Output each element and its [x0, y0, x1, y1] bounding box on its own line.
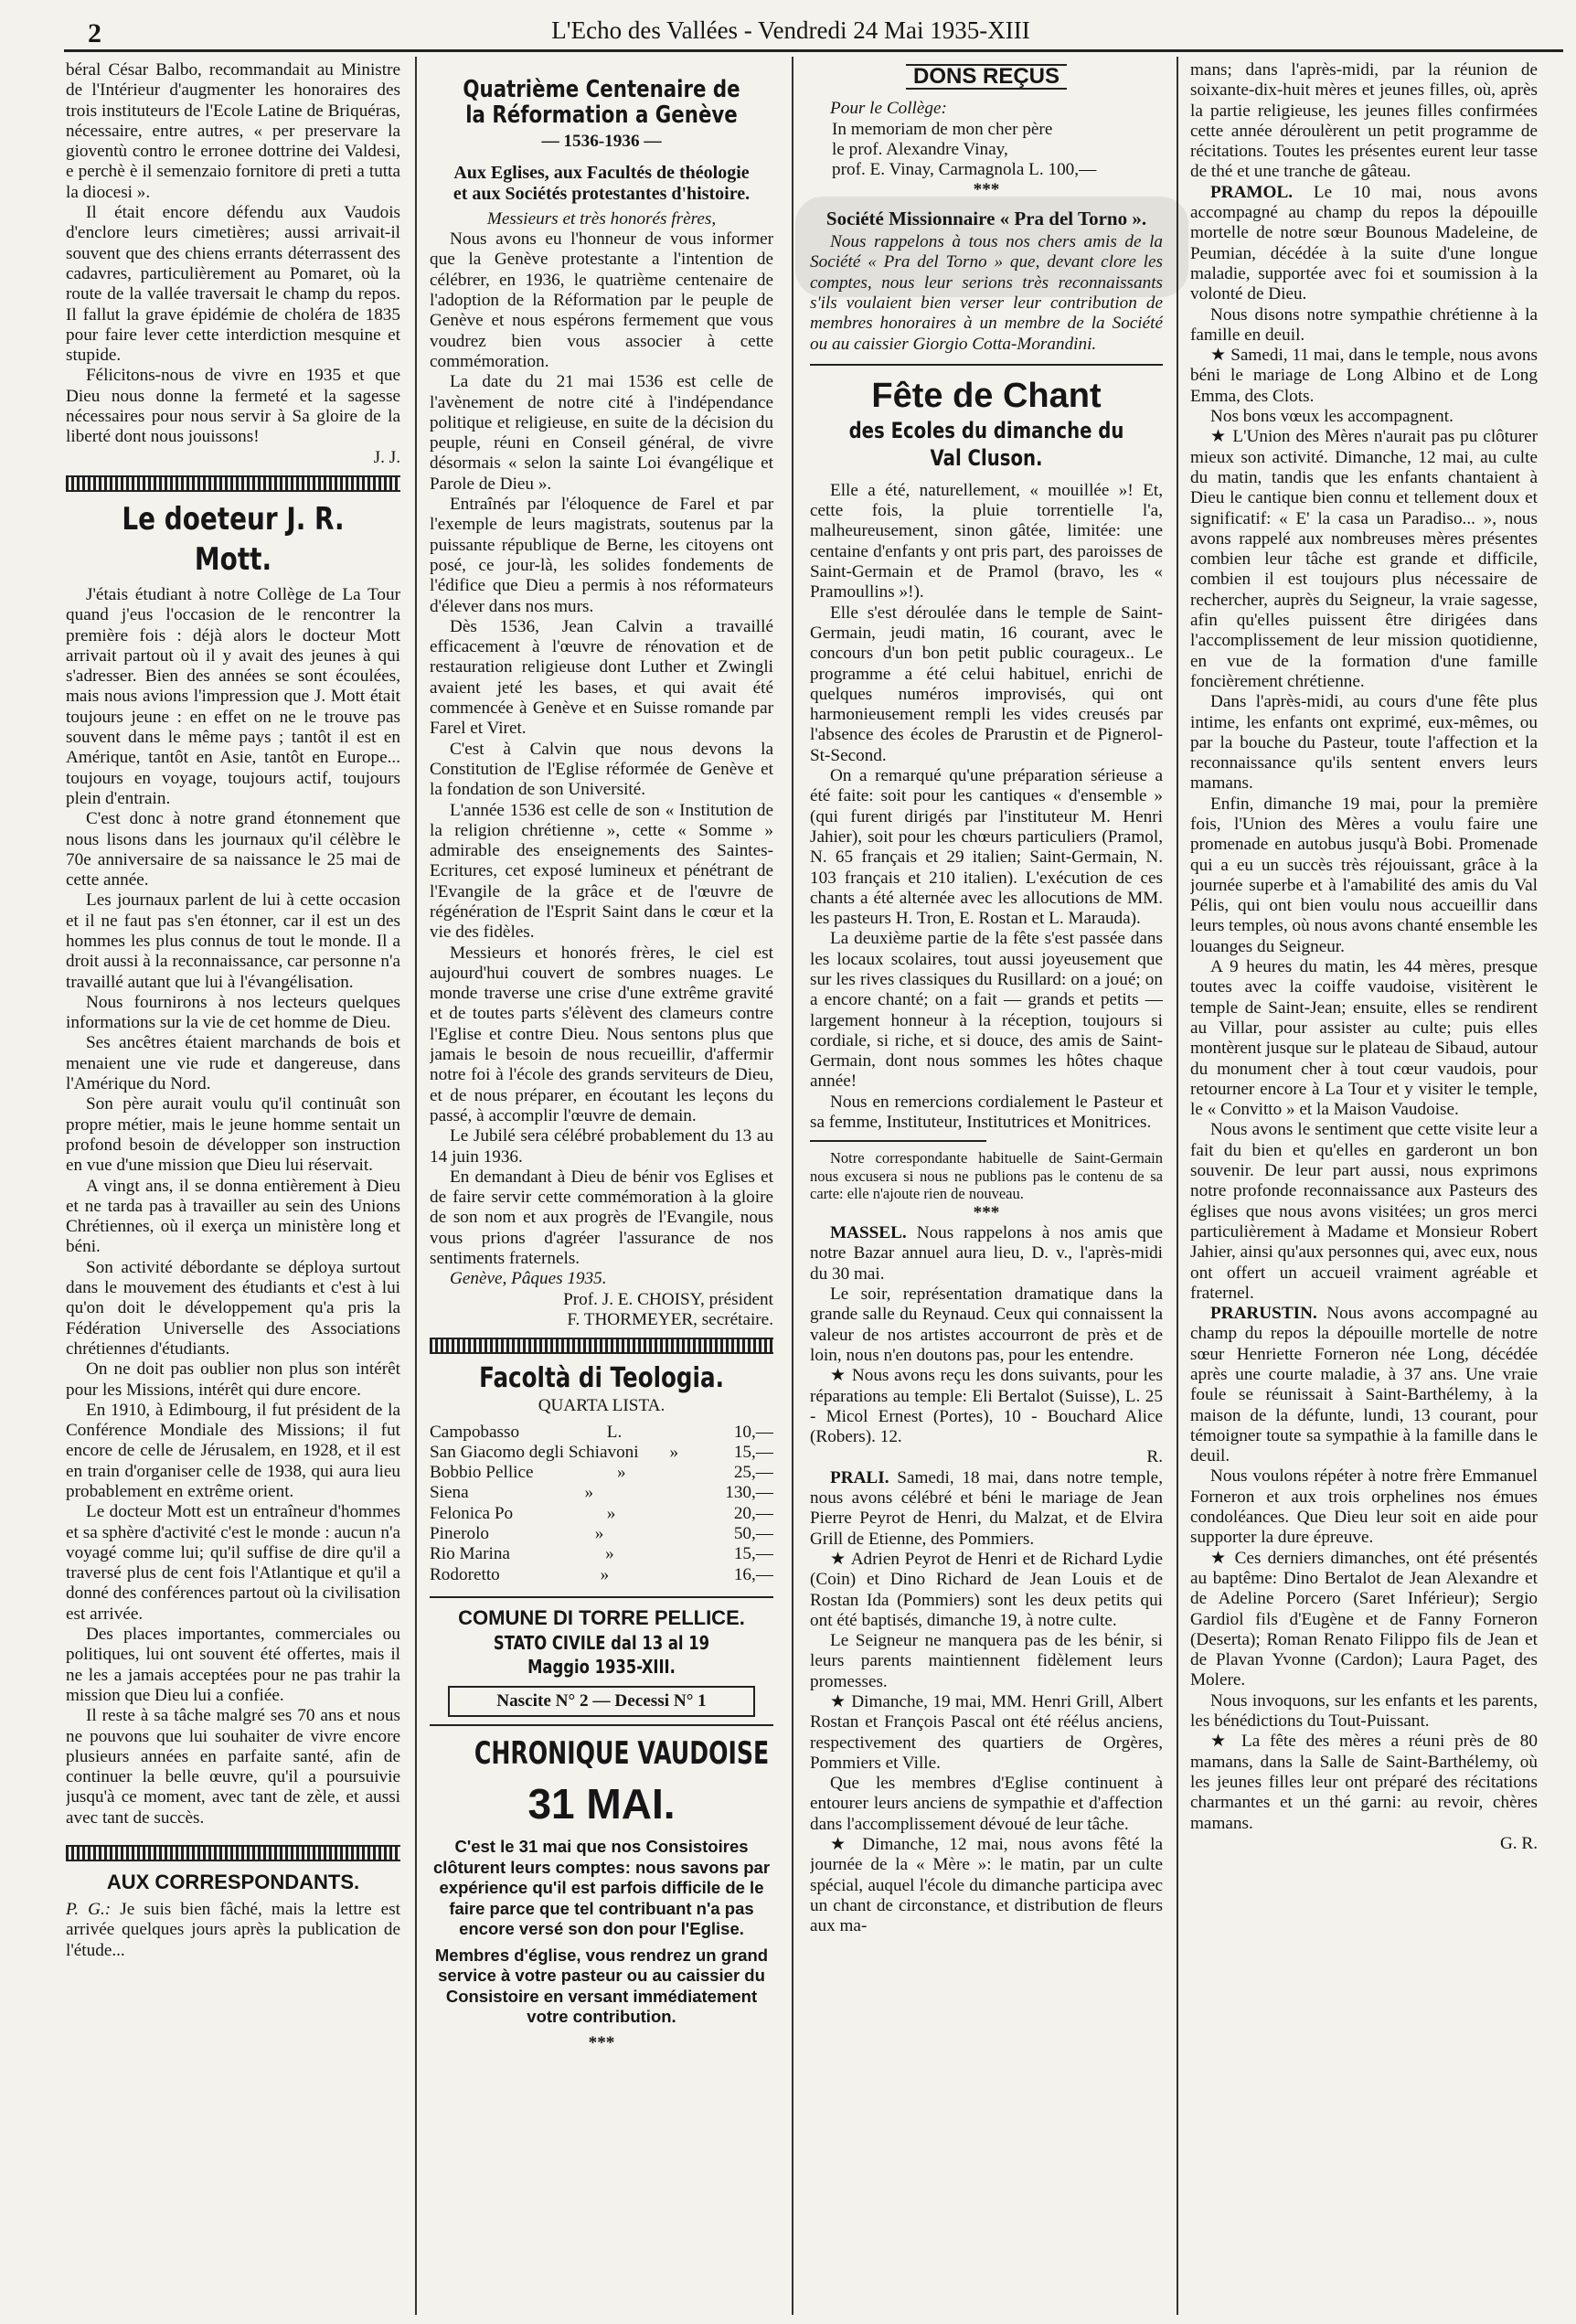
article-paragraph: Entraînés par l'éloquence de Farel et par l'exemple de leurs magistrats, soutenus par la puissante république de Berne, les citoyens ont posé, ce jour-là, les solides fondements de l'édifice que Dieu a permis à nos réformateurs d'élever dans nos murs.	[430, 495, 773, 616]
list-mark: »	[616, 1463, 626, 1483]
article-salutation: Messieurs et très honorés frères,	[486, 208, 717, 229]
article-title: Fête de Chant	[871, 376, 1102, 415]
article-paragraph: C'est à Calvin que nous devons la Constitution de l'Eglise réformée de Genève et la fondation de son Université.	[430, 739, 773, 800]
news-paragraph: Nos bons vœux les accompagnent.	[1210, 407, 1454, 427]
article-paragraph: C'est donc à notre grand étonnement que nous lisons dans les journaux qu'il célèbre le 70e anniversaire de sa naissance le 25 mai de cette année.	[66, 809, 400, 890]
article-paragraph: Les journaux parlent de lui à cette occasion et il ne faut pas s'en étonner, car il est un des hommes les plus connus de tout le monde. Il a droit aussi à la reconnaissance, car personne n'a travaillé autant que lui à l'évangélisation.	[66, 890, 400, 992]
ornamental-divider	[66, 1845, 400, 1861]
news-paragraph: Enfin, dimanche 19 mai, pour la première fois, l'Union des Mères a voulu faire une promenade en autobus jusqu'à Bobi. Promenade qui a eu un succès très réjouissant, grâce à la journée superbe et à l'amabilité des amis du Val Pélis, qui ont bien voulu nous accueillir dans leurs temples, où nous avons chanté ensemble les louanges du Seigneur.	[1190, 794, 1538, 956]
news-text: Le 10 mai, nous avons accompagné au champ du repos la dépouille mortelle de notre sœur Bounous Madeleine, de Peumian, décédée à la suite d'une longue maladie, supportée avec foi et soumission à la volonté de Dieu.	[1190, 182, 1538, 304]
column-divider	[415, 57, 417, 2315]
article-paragraph: Des places importantes, commerciales ou politiques, lui ont souvent été offertes, mais il ne les a jamais acceptées pour ne pas trahir la mission que Dieu lui a confiée.	[66, 1625, 400, 1705]
news-paragraph: A 9 heures du matin, les 44 mères, presque toutes avec la coiffe vaudoise, visitèrent le temple de Saint-Jean; ensuite, elles se rendirent au Villar, pour assister au culte; puis elles montèrent jusque sur le plateau de Sibaud, autour du monument cher à tout cœur vaudois, pour retourner encore à La Tour et y visiter le temple, le « Convitto » et la Maison Vaudoise.	[1190, 957, 1538, 1120]
section-subtitle: STATO CIVILE dal 13 al 19 Maggio 1935-XIII.	[493, 1631, 710, 1678]
list-amount: 50,—	[733, 1524, 773, 1543]
dons-subtitle: Pour le Collège:	[830, 99, 947, 119]
list-mark: »	[606, 1503, 616, 1523]
article-signature: R.	[1146, 1447, 1163, 1467]
column-3	[810, 60, 1163, 2309]
news-paragraph: Le Seigneur ne manquera pas de les bénir, si leurs parents maintiennent fidèlement leurs promesses.	[810, 1631, 1163, 1691]
list-mark: »	[584, 1483, 594, 1503]
list-place: Bobbio Pellice	[430, 1463, 534, 1483]
news-text: Nous avons accompagné au champ du repos la dépouille mortelle de notre sœur Henriette Forneron née Long, décédée après une courte maladie, à 37 ans. Une vraie foule se réunissait à Saint-Barthélemy, à la maison de la défunte, lundi, 13 courant, pour témoigner toute sa sympathie à la famille dans le deuil.	[1190, 1304, 1538, 1466]
locality-label: PRAMOL.	[1210, 182, 1294, 202]
correspondent-note	[66, 1900, 400, 1961]
news-paragraph	[810, 1468, 1163, 1550]
list-item	[430, 1565, 773, 1585]
article-signature: G. R.	[1499, 1833, 1538, 1853]
news-paragraph: ★ Dimanche, 19 mai, MM. Henri Grill, Albert Rostan et François Pascal ont été réélus anciens, respectivement des quartiers de Orgères, Pommiers et Ville.	[810, 1691, 1163, 1773]
civil-status-box: Nascite N° 2 — Decessi N° 1	[448, 1686, 755, 1717]
section-divider	[430, 1724, 773, 1726]
article-paragraph: Il reste à sa tâche malgré ses 70 ans et nous ne pouvons que lui souhaiter de vivre encore plusieurs années en parfaite santé, afin de continuer la belle œuvre, qu'il a poursuivie jusqu'à ce moment, avec tant de zèle, et aussi avec tant de succès.	[66, 1706, 400, 1828]
article-paragraph: Le Jubilé sera célébré probablement du 13 au 14 juin 1936.	[430, 1126, 773, 1167]
column-2	[430, 60, 773, 2309]
article-title: Quatrième Centenaire de la Réformation a Genève	[463, 76, 740, 129]
list-amount: 130,—	[725, 1483, 773, 1503]
article-signature: Prof. J. E. CHOISY, président	[563, 1289, 773, 1309]
news-paragraph: mans; dans l'après-midi, par la réunion de soixante-dix-huit mères et jeunes filles, où, après la partie religieuse, les jeunes filles confirmées cette année déroulèrent un petit programme de récitations. Toutes les présentes eurent leur tasse de thé et une tranche de gâteau.	[1190, 60, 1538, 182]
list-item	[430, 1463, 773, 1483]
column-4	[1190, 60, 1538, 2309]
article-paragraph: On a remarqué qu'une préparation sérieuse a été faite: soit pour les cantiques « d'ensemble » (qui furent dirigés par l'instituteur M. Henri Jahier), soit pour les chœurs particuliers (Pramol, N. 65 français et 29 italien; Saint-Germain, N. 103 français et 210 italien). L'exécution de ces chants a été alternée avec les allocutions de MM. les pasteurs H. Tron, E. Rostan et L. Marauda).	[810, 766, 1163, 929]
list-item	[430, 1423, 773, 1443]
article-paragraph: Elle a été, naturellement, « mouillée »! Et, cette fois, la pluie torrentielle l'a, malheureusement, sinon gâtée, limitée: une centaine d'enfants y ont pris part, des paroisses de Saint-Germain et de Pramol (bravo, les « Pramoullins »!).	[810, 480, 1163, 602]
news-paragraph	[810, 1223, 1163, 1285]
article-paragraph: Son père aurait voulu qu'il continuât son propre métier, mais le jeune homme sentait un profond besoin de développer son instruction en vue d'une mission que Dieu lui réservait.	[66, 1094, 400, 1176]
list-place: Siena	[430, 1483, 469, 1503]
list-mark: L.	[606, 1422, 623, 1442]
article-paragraph: Nous rappelons à tous nos chers amis de la Société « Pra del Torno » que, devant clore les comptes, nous leur serions très reconnaissants s'ils voulaient bien verser leur contribution de membres honoraires à un membre de la Société ou au caissier Giorgio Cotta-Morandini.	[810, 232, 1163, 354]
section-title: Société Missionnaire « Pra del Torno ».	[825, 207, 1147, 229]
notice-paragraph: Membres d'église, vous rendrez un grand service à votre pasteur ou au caissier du Consistoire en versant immédiatement votre contribution.	[434, 1945, 769, 2027]
article-paragraph: La deuxième partie de la fête s'est passée dans les locaux scolaires, tout aussi joyeusement que sur les rives classiques du Rusillard: on a joué; on a encore chanté; on a fait — grands et petits — largement honneur à la réception, toujours si cordiale, si riche, et si douce, des amis de Saint-Germain, dont nous sommes les hôtes chaque année!	[810, 929, 1163, 1092]
separator-stars: ***	[973, 180, 1000, 200]
list-place: Rodoretto	[430, 1564, 500, 1584]
news-paragraph: ★ Adrien Peyrot de Henri et de Richard Lydie (Coin) et Dino Richard de Jean Louis et de Rostan Ida (Pommiers) sont les deux petits qui ont été baptisés, dimanche 19, à notre culte.	[810, 1549, 1163, 1630]
article-address: Aux Eglises, aux Facultés de théologie	[453, 163, 750, 184]
list-mark: »	[594, 1524, 604, 1543]
article-paragraph: Nous fournirons à nos lecteurs quelques informations sur la vie de cet homme de Dieu.	[66, 992, 400, 1033]
page-header	[37, 13, 1545, 48]
article-paragraph: Messieurs et honorés frères, le ciel est aujourd'hui couvert de sombres nuages. Le monde traverse une crise d'une extrême gravité et de toutes parts s'élèvent des clameurs contre l'Eglise et contre Dieu. Nous sentons plus que jamais le besoin de nous recueillir, d'affermir notre foi à l'école des grands serviteurs de Dieu, et de nous préparer, en écoutant les leçons du passé, à accomplir l'œuvre de demain.	[430, 943, 773, 1125]
list-place: Felonica Po	[430, 1503, 514, 1523]
list-amount: 10,—	[733, 1422, 773, 1442]
locality-label: MASSEL.	[830, 1223, 907, 1243]
list-amount: 15,—	[733, 1442, 773, 1462]
section-title: AUX CORRESPONDANTS.	[106, 1871, 360, 1894]
locality-label: PRARUSTIN.	[1210, 1304, 1317, 1324]
list-item	[430, 1504, 773, 1524]
news-paragraph: ★ Samedi, 11 mai, dans le temple, nous avons béni le mariage de Long Albino et de Long Emma, des Clots.	[1190, 346, 1538, 406]
article-paragraph: Il était encore défendu aux Vaudois d'enclore leurs cimetières; aussi arrivait-il souvent que des chiens errants déterrassent des cadavres, particulièrement au Pomaret, où la route de la vallée traversait le champ du repos. Il fallut la grave épidémie de choléra de 1835 pour faire lever cette interdiction mesquine et stupide.	[66, 203, 400, 366]
section-subtitle: QUARTA LISTA.	[538, 1396, 666, 1416]
column-divider	[792, 57, 793, 2315]
article-paragraph: Ses ancêtres étaient marchands de bois et menaient une vie rude et dangereuse, dans l'Amérique du Nord.	[66, 1033, 400, 1094]
short-divider	[810, 1140, 986, 1142]
news-paragraph: ★ La fête des mères a réuni près de 80 mamans, dans la Salle de Saint-Barthélemy, où les jeunes filles leur ont préparé des récitations charmantes et un thé garni: au revoir, chères mamans.	[1190, 1732, 1538, 1833]
list-amount: 20,—	[733, 1503, 773, 1523]
correspondent-text: Je suis bien fâché, mais la lettre est arrivée quelques jours après la publication de l'étude...	[66, 1900, 400, 1960]
header-rule	[64, 49, 1563, 52]
list-item	[430, 1443, 773, 1463]
news-text: Samedi, 18 mai, dans notre temple, nous avons célébré et béni le mariage de Jean Pierre Peyrot de Henri, du Malzat, et de Elvira Grill de Etienne, des Pommiers.	[810, 1467, 1163, 1549]
article-paragraph: Son activité débordante se déploya surtout dans le mouvement des étudiants et c'est à lui qu'on doit le développement qu'a pris la Fédération Universelle des Associations chrétiennes d'étudiants.	[66, 1257, 400, 1359]
ornamental-divider	[66, 475, 400, 492]
news-paragraph: Nous voulons répéter à notre frère Emmanuel Forneron et aux trois orphelines nos émues condoléances. Que Dieu leur soit en aide pour supporter la dure épreuve.	[1190, 1466, 1538, 1548]
article-paragraph: Le docteur Mott est un entraîneur d'hommes et sa sphère d'activité c'est le monde : aucun n'a voyagé comme lui; qu'il suffise de dire qu'il a traversé plus de cent fois l'Atlantique et qu'il a donné des conférences partout où la civilisation est arrivée.	[66, 1502, 400, 1624]
section-divider	[810, 364, 1163, 366]
notice-paragraph: C'est le 31 mai que nos Consistoires clôturent leurs comptes: nous savons par expérience qu'il est parfois difficile de le faire parce que tel contribuant n'a pas encore versé son don pour l'Eglise.	[432, 1837, 771, 1939]
news-paragraph: Le soir, représentation dramatique dans la grande salle du Reynaud. Ceux qui connaissent la valeur de nos artistes accourront de près et de loin, nous n'en doutons pas, pour les entendre.	[810, 1285, 1163, 1365]
donation-line: In memoriam de mon cher père	[832, 119, 1053, 139]
article-paragraph: Dès 1536, Jean Calvin a travaillé efficacement à l'œuvre de rénovation et de restauration religieuse dont Luther et Zwingli avaient jeté les bases, et qui avait été commencée à Genève et en Suisse romande par Farel et Viret.	[430, 616, 773, 739]
separator-stars: ***	[588, 2032, 615, 2052]
article-signature: F. THORMEYER, secrétaire.	[567, 1309, 773, 1329]
section-title: COMUNE DI TORRE PELLICE.	[458, 1605, 745, 1629]
news-paragraph: Nous invoquons, sur les enfants et les parents, les bénédictions du Tout-Puissant.	[1190, 1690, 1538, 1732]
article-paragraph: En 1910, à Edimbourg, il fut président de la Conférence Mondiale des Missions; il fut encore de celle de Jérusalem, en 1928, et il est en train d'organiser celle de 1938, qui aura lieu probablement en extrême orient.	[66, 1400, 400, 1501]
article-paragraph: Elle s'est déroulée dans le temple de Saint-Germain, jeudi matin, 16 courant, avec le concours d'un bon petit public courageux.. Le programme a été celui habituel, enrichi de quelques numéros improvisés, qui ont harmonieusement rempli les vides creusés par l'absence des écoles de Prarustin et de Pignerol-St-Second.	[810, 602, 1163, 765]
list-item	[430, 1483, 773, 1503]
article-paragraph: J'étais étudiant à notre Collège de La Tour quand j'eus l'occasion de le rencontrer la première fois : déjà alors le docteur Mott arrivait partout où il y avait des jeunes à qui s'adresser. Bien des années se sont écoulées, mais nous avions l'impression que J. Mott était toujours jeune : en effet on ne le trouve pas souvent dans le même pays ; tantôt il est en Amérique, tantôt en Asie, tantôt en Europe... toujours en voyage, toujours actif, toujours plein d'entrain.	[66, 584, 400, 808]
donation-line: prof. E. Vinay, Carmagnola L. 100,—	[832, 160, 1097, 180]
list-mark: »	[669, 1442, 679, 1462]
list-item	[430, 1524, 773, 1544]
news-paragraph: Nous disons notre sympathie chrétienne à la famille en deuil.	[1190, 304, 1538, 345]
article-paragraph: On ne doit pas oublier non plus son intérêt pour les Missions, intérêt qui dure encore.	[66, 1359, 400, 1400]
news-paragraph	[1190, 1304, 1538, 1466]
list-place: San Giacomo degli Schiavoni	[430, 1442, 639, 1462]
list-item	[430, 1544, 773, 1564]
section-title: DONS REÇUS	[906, 64, 1067, 90]
news-paragraph: Dans l'après-midi, au cours d'une fête plus intime, les enfants ont exprimé, eux-mêmes, ou par la bouche du Pasteur, toute l'affection et la reconnaissance qu'ils sentent envers leurs mamans.	[1190, 692, 1538, 794]
article-years: — 1536-1936 —	[541, 132, 662, 151]
news-paragraph: ★ Nous avons reçu les dons suivants, pour les réparations au temple: Eli Bertalot (Suisse), L. 25 - Micol Ernest (Portes), 10 - Bouchard Alice (Robers). 12.	[810, 1366, 1163, 1447]
article-paragraph: En demandant à Dieu de bénir vos Eglises et de faire servir cette commémoration à la gloire de son nom et aux progrès de l'Evangile, nous vous prions d'agréer l'assurance de nos sentiments fraternels.	[430, 1167, 773, 1269]
news-paragraph: ★ Ces derniers dimanches, ont été présentés au baptême: Dino Bertalot de Jean Alexandre et de Adeline Porcero (Saret Inférieur); Sergio Gardiol fils d'Eugène et de Fanny Forneron (Deserta); Roman Renato Filippo fils de Jean et de Plavan Yvonne (Cardon); Laura Paget, des Molere.	[1190, 1548, 1538, 1690]
article-signature: J. J.	[373, 447, 400, 467]
article-subtitle: des Ecoles du dimanche du Val Cluson.	[848, 417, 1124, 471]
news-paragraph: ★ L'Union des Mères n'aurait pas pu clôturer mieux son activité. Dimanche, 12 mai, au culte du matin, tandis que les enfants chantaient à Dieu le cantique bien connu et tellement doux et significatif: « E' la casa un Paradiso... », nous avons rappelé aux nombreuses mères présentes combien leur tâche est grande et difficile, combien il est toujours plus nécessaire de rechercher, auprès du Seigneur, la vraie sagesse, afin qu'elles puissent être dirigées dans l'accomplissement de leur mission quotidienne, en vue de la formation d'une famille foncièrement chrétienne.	[1190, 427, 1538, 691]
news-text: Nous rappelons à nos amis que notre Bazar annuel aura lieu, D. v., l'après-midi du 30 mai.	[810, 1223, 1163, 1284]
list-place: Rio Marina	[430, 1544, 510, 1564]
list-place: Pinerolo	[430, 1524, 490, 1543]
article-address: et aux Sociétés protestantes d'histoire.	[453, 183, 751, 204]
column-1	[66, 60, 400, 2309]
column-divider	[1177, 57, 1178, 2315]
news-paragraph: ★ Dimanche, 12 mai, nous avons fêté la journée de la « Mère »: le matin, par un culte spécial, auquel l'école du dimanche participa avec un chant de circonstance, et distribution de fleurs aux ma-	[810, 1835, 1163, 1936]
donation-line: le prof. Alexandre Vinay,	[832, 139, 1008, 159]
article-paragraph: Nous avons eu l'honneur de vous informer que la Genève protestante a l'intention de célébrer, en 1936, le quatrième centenaire de l'adoption de la Réformation par le peuple de Genève et nous espérons fermement que vous voudrez bien vous associer à cette commémoration.	[430, 229, 773, 371]
dons-title-wrap	[810, 64, 1163, 90]
news-paragraph: Nous avons le sentiment que cette visite leur a fait du bien et qu'elles en garderont un bon souvenir. De leur part aussi, nous exprimons notre profonde reconnaissance aux Pasteurs des églises que nous avons visitées; un gros merci particulièrement à Madame et Monsieur Robert Jahier, ainsi qu'aux personnes qui, avec eux, nous ont offert un accueil vraiment agréable et fraternel.	[1190, 1120, 1538, 1303]
article-place-date: Genève, Pâques 1935.	[450, 1269, 607, 1289]
section-banner: CHRONIQUE VAUDOISE	[474, 1735, 770, 1773]
article-paragraph: béral César Balbo, recommandait au Ministre de l'Intérieur d'augmenter les honoraires des trois instituteurs de l'Ecole Latine de Briquéras, nécessaire, entre autres, « per preservare la gioventù contro le erronee dottrine dei Valdesi, e perchè è il semenzaio fornitore di preti a tutta la diocesi ».	[66, 60, 400, 202]
list-amount: 25,—	[733, 1463, 773, 1483]
ornamental-divider	[430, 1338, 773, 1354]
article-paragraph: La date du 21 mai 1536 est celle de l'avènement de notre cité à l'indépendance politique et religieuse, en suite de la décision du peuple, réuni en Conseil général, de vivre désormais « selon la sainte Loi évangélique et Parole de Dieu ».	[430, 372, 773, 494]
masthead-title: L'Echo des Vallées - Vendredi 24 Mai 1935-XIII	[551, 16, 1030, 44]
separator-stars: ***	[973, 1202, 1000, 1222]
article-title: Le doeteur J. R. Mott.	[122, 500, 345, 578]
locality-label: PRALI.	[830, 1467, 889, 1487]
article-paragraph: L'année 1536 est celle de son « Institution de la religion chrétienne », cette « Somme » admirable des enseignements des Saintes-Ecritures, cet exposé lumineux et pénétrant de l'Evangile de la grâce et de l'œuvre de régénération de l'Esprit Saint dans le cœur et la vie des fidèles.	[430, 800, 773, 943]
news-paragraph: Que les membres d'Eglise continuent à entourer leurs anciens de sympathie et d'affection dans l'accomplissement dévoué de leur tâche.	[810, 1774, 1163, 1834]
article-paragraph: Nous en remercions cordialement le Pasteur et sa femme, Instituteur, Institutrices et Monitrices.	[810, 1092, 1163, 1133]
article-paragraph: Félicitons-nous de vivre en 1935 et que Dieu nous donne la fermeté et la sagesse nécessaires pour nous servir à Sa gloire de la liberté dont nous jouissons!	[66, 366, 400, 447]
article-paragraph: A vingt ans, il se donna entièrement à Dieu et ne tarda pas à travailler au sein des Unions Chrétiennes, où il exerça un ministère long et béni.	[66, 1176, 400, 1257]
list-mark: »	[605, 1544, 614, 1564]
list-amount: 16,—	[733, 1564, 773, 1584]
section-divider	[430, 1596, 773, 1598]
page-number: 2	[88, 18, 101, 48]
correspondent-initials: P. G.:	[66, 1900, 112, 1920]
section-title: Facoltà di Teologia.	[479, 1362, 724, 1395]
news-paragraph	[1190, 183, 1538, 305]
notice-title: 31 MAI.	[527, 1780, 676, 1828]
list-place: Campobasso	[430, 1422, 520, 1442]
list-amount: 15,—	[733, 1544, 773, 1564]
editor-note: Notre correspondante habituelle de Saint-Germain nous excusera si nous ne publions pas le contenu de sa carte: elle n'ajoute rien de nouveau.	[810, 1149, 1163, 1203]
list-mark: »	[600, 1564, 610, 1584]
